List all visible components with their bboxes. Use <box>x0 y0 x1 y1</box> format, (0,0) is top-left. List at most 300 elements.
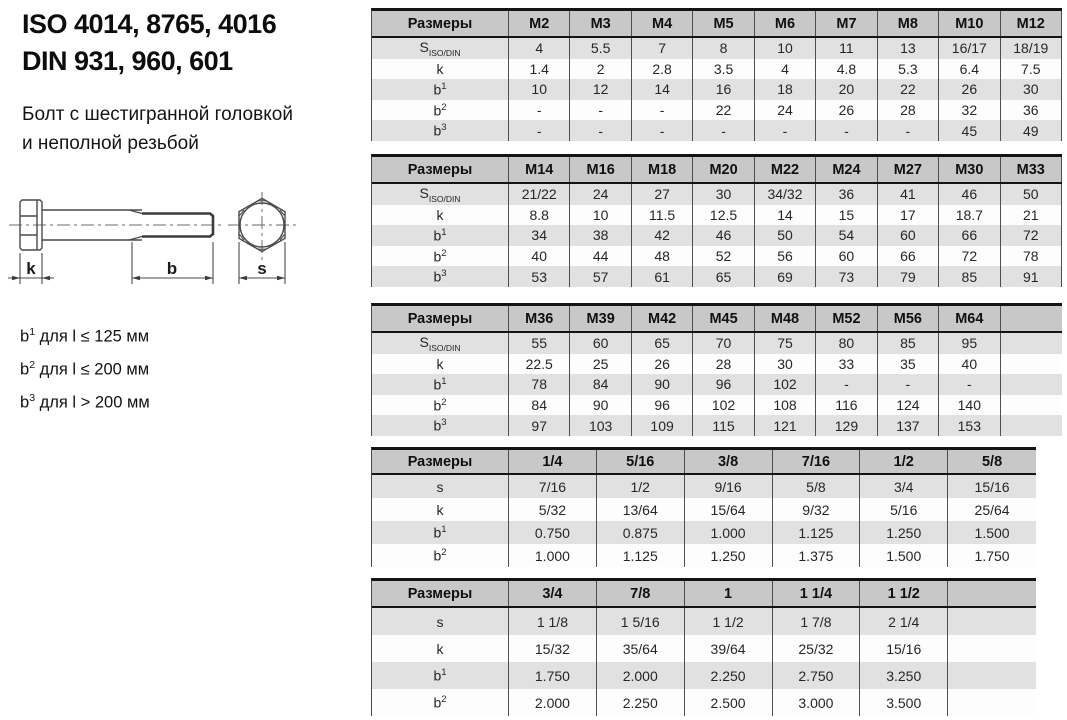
column-header: 1 <box>685 581 773 606</box>
size-column-header: Размеры <box>372 157 509 182</box>
table-row <box>372 333 1062 354</box>
row-label-text: $b^3$ <box>433 417 447 434</box>
row-label-text: $S_{ISO/DIN}$ <box>419 333 461 353</box>
value-cell <box>1001 395 1062 416</box>
value-cell: 21 <box>1001 205 1062 226</box>
value-cell: 0.875 <box>597 521 685 544</box>
table-row <box>372 415 1062 436</box>
value-cell: 4 <box>509 38 570 59</box>
dimensions-table-metric-m2-m12 <box>371 8 1062 141</box>
row-label-text: $b^1$ <box>433 667 447 684</box>
row-label-text: $b^1$ <box>433 81 447 98</box>
column-header: 5/16 <box>597 450 685 473</box>
column-header: M52 <box>816 306 877 331</box>
value-cell: 25/64 <box>974 501 1010 518</box>
value-cell: 84 <box>570 374 631 395</box>
row-label <box>372 415 509 436</box>
value-cell: - <box>632 100 693 121</box>
row-label <box>372 59 509 80</box>
din-standards-title: DIN 931, 960, 601 <box>22 46 233 76</box>
value-cell: 1.750 <box>974 547 1010 564</box>
column-header: M14 <box>509 157 570 182</box>
value-cell: 7/16 <box>509 475 597 498</box>
value-cell: 80 <box>816 333 877 354</box>
value-cell: 50 <box>755 225 816 246</box>
value-cell: 96 <box>632 395 693 416</box>
value-cell: 73 <box>816 266 877 287</box>
value-cell: 3.000 <box>773 689 861 716</box>
dimension-k <box>8 253 54 284</box>
title-block <box>22 6 293 158</box>
value-cell: - <box>570 100 631 121</box>
row-label <box>372 79 509 100</box>
value-cell: 42 <box>632 225 693 246</box>
row-label-text: $b^3$ <box>433 268 447 285</box>
column-header: 1 1/2 <box>860 581 948 606</box>
table-row <box>372 395 1062 416</box>
row-label <box>372 689 509 716</box>
row-label <box>372 544 509 567</box>
value-cell: 38 <box>570 225 631 246</box>
value-cell: 102 <box>693 395 754 416</box>
row-label-text: s <box>436 613 444 630</box>
value-cell: 24 <box>755 100 816 121</box>
value-cell: - <box>816 120 877 141</box>
footnotes-block <box>20 318 150 417</box>
value-cell: 20 <box>816 79 877 100</box>
row-label <box>372 100 509 121</box>
table-row <box>372 38 1062 59</box>
value-cell: 15/32 <box>509 635 597 662</box>
table-row <box>372 689 1036 716</box>
row-label <box>372 475 509 498</box>
table-row <box>372 79 1062 100</box>
table-row <box>372 635 1036 662</box>
value-cell: 16 <box>693 79 754 100</box>
value-cell: 34 <box>509 225 570 246</box>
value-cell: 121 <box>755 415 816 436</box>
value-cell: 60 <box>878 225 939 246</box>
value-cell: 1.500 <box>860 544 948 567</box>
value-cell <box>948 689 1036 716</box>
value-cell <box>1001 333 1062 354</box>
value-cell: 78 <box>509 374 570 395</box>
value-cell: 90 <box>570 395 631 416</box>
value-cell: 5.5 <box>570 38 631 59</box>
value-cell: 1 1/2 <box>685 608 773 635</box>
table-row <box>372 205 1062 226</box>
value-cell: 2 1/4 <box>860 608 948 635</box>
value-cell: 1 5/16 <box>597 608 685 635</box>
value-cell: 2.000 <box>597 662 685 689</box>
value-cell: 46 <box>939 184 1000 205</box>
table-row <box>372 374 1062 395</box>
value-cell: 2.000 <box>509 689 597 716</box>
value-cell: 69 <box>755 266 816 287</box>
value-cell: 15/16 <box>974 478 1010 495</box>
row-label <box>372 205 509 226</box>
value-cell: 26 <box>939 79 1000 100</box>
column-header: 1/2 <box>860 450 948 473</box>
row-label-text: s <box>436 478 444 495</box>
value-cell: 24 <box>570 184 631 205</box>
column-header: M10 <box>939 11 1000 36</box>
table-row <box>372 608 1036 635</box>
value-cell: 54 <box>816 225 877 246</box>
value-cell: 1.500 <box>974 524 1010 541</box>
value-cell: - <box>509 100 570 121</box>
value-cell: 28 <box>693 354 754 375</box>
dimension-k-label: k <box>26 259 36 278</box>
value-cell: 1 7/8 <box>773 608 861 635</box>
column-header: M45 <box>693 306 754 331</box>
value-cell: 6.4 <box>939 59 1000 80</box>
value-cell: - <box>939 374 1000 395</box>
value-cell: 41 <box>878 184 939 205</box>
value-cell: 75 <box>755 333 816 354</box>
value-cell: 1.125 <box>597 544 685 567</box>
value-cell: 3.250 <box>860 662 948 689</box>
column-header: 7/16 <box>773 450 861 473</box>
row-label-text: k <box>436 640 444 657</box>
column-header: 3/8 <box>685 450 773 473</box>
value-cell: 50 <box>1001 184 1062 205</box>
value-cell: 60 <box>570 333 631 354</box>
column-header: M18 <box>632 157 693 182</box>
value-cell: 61 <box>632 266 693 287</box>
value-cell: 78 <box>1001 246 1062 267</box>
value-cell: 85 <box>878 333 939 354</box>
value-cell: 4.8 <box>816 59 877 80</box>
column-header: M4 <box>632 11 693 36</box>
value-cell: 84 <box>509 395 570 416</box>
value-cell: 2.500 <box>685 689 773 716</box>
value-cell: 36 <box>816 184 877 205</box>
value-cell: 10 <box>755 38 816 59</box>
dimensions-table-inch-threequarters-to-oneandhalf <box>371 578 1036 716</box>
value-cell: 56 <box>755 246 816 267</box>
row-label <box>372 635 509 662</box>
value-cell: 108 <box>755 395 816 416</box>
row-label <box>372 246 509 267</box>
row-label <box>372 38 509 59</box>
product-description-line2: и неполной резьбой <box>22 133 199 154</box>
value-cell: - <box>755 120 816 141</box>
table-header-row <box>372 306 1062 333</box>
row-label <box>372 374 509 395</box>
iso-standards-title: ISO 4014, 8765, 4016 <box>22 9 277 39</box>
column-header: 1/4 <box>509 450 597 473</box>
value-cell: 1.4 <box>509 59 570 80</box>
value-cell: 18 <box>755 79 816 100</box>
value-cell: 60 <box>816 246 877 267</box>
value-cell: 72 <box>939 246 1000 267</box>
row-label <box>372 521 509 544</box>
row-label <box>372 266 509 287</box>
value-cell: 1 1/8 <box>509 608 597 635</box>
value-cell: - <box>816 374 877 395</box>
row-label <box>372 333 509 354</box>
column-header: 7/8 <box>597 581 685 606</box>
value-cell: 55 <box>509 333 570 354</box>
dimensions-table-inch-quarter-to-fiveeighths <box>371 447 1036 567</box>
value-cell: 48 <box>632 246 693 267</box>
value-cell: 40 <box>939 354 1000 375</box>
row-label-text: $b^1$ <box>433 376 447 393</box>
value-cell: 11 <box>816 38 877 59</box>
value-cell: 13/64 <box>597 498 685 521</box>
value-cell: 30 <box>755 354 816 375</box>
value-cell: 116 <box>816 395 877 416</box>
value-cell: 1.250 <box>685 544 773 567</box>
value-cell: 1.375 <box>773 544 861 567</box>
value-cell: 10 <box>509 79 570 100</box>
column-header <box>1001 306 1062 331</box>
value-cell: 96 <box>693 374 754 395</box>
column-header: M12 <box>1001 11 1062 36</box>
value-cell: 3.5 <box>693 59 754 80</box>
value-cell: 32 <box>939 100 1000 121</box>
column-header: M5 <box>693 11 754 36</box>
row-label <box>372 498 509 521</box>
column-header: M27 <box>878 157 939 182</box>
size-column-header: Размеры <box>372 11 509 36</box>
table-row <box>372 498 1036 521</box>
row-label-text: $b^2$ <box>433 396 447 414</box>
value-cell: 45 <box>939 120 1000 141</box>
value-cell: 103 <box>570 415 631 436</box>
bolt-drawing-svg <box>8 190 358 315</box>
value-cell: 1/2 <box>597 475 685 498</box>
value-cell: 16/17 <box>939 38 1000 59</box>
value-cell: 3.500 <box>860 689 948 716</box>
value-cell: 5/16 <box>860 498 948 521</box>
value-cell: 17 <box>878 205 939 226</box>
size-column-header: Размеры <box>372 306 509 331</box>
value-cell: 109 <box>632 415 693 436</box>
value-cell: 30 <box>1001 79 1062 100</box>
value-cell: 1.000 <box>509 544 597 567</box>
value-cell: 26 <box>816 100 877 121</box>
footnote: $b^2$ для l ≤ 200 мм <box>20 359 150 379</box>
column-header: 5/8 <box>981 453 1003 470</box>
value-cell: 46 <box>693 225 754 246</box>
value-cell: 15/16 <box>860 635 948 662</box>
value-cell: 27 <box>632 184 693 205</box>
product-description-line1: Болт с шестигранной головкой <box>22 104 293 125</box>
column-header: M33 <box>1001 157 1062 182</box>
value-cell: 13 <box>878 38 939 59</box>
row-label-text: k <box>436 206 444 223</box>
table-row <box>372 662 1036 689</box>
table-row <box>372 120 1062 141</box>
value-cell: 34/32 <box>755 184 816 205</box>
table-row <box>372 100 1062 121</box>
value-cell: 95 <box>939 333 1000 354</box>
value-cell: 28 <box>878 100 939 121</box>
value-cell: 66 <box>878 246 939 267</box>
column-header: M42 <box>632 306 693 331</box>
value-cell: 18/19 <box>1001 38 1062 59</box>
value-cell: 9/32 <box>773 498 861 521</box>
row-label-text: $b^1$ <box>433 524 447 541</box>
value-cell: 153 <box>939 415 1000 436</box>
value-cell: 5.3 <box>878 59 939 80</box>
value-cell: 25/32 <box>773 635 861 662</box>
row-label <box>372 184 509 205</box>
value-cell: 44 <box>570 246 631 267</box>
column-header: M8 <box>878 11 939 36</box>
value-cell: 72 <box>1001 225 1062 246</box>
value-cell: 53 <box>509 266 570 287</box>
value-cell: - <box>878 120 939 141</box>
column-header <box>948 581 1036 606</box>
column-header: M2 <box>509 11 570 36</box>
column-header: M22 <box>755 157 816 182</box>
value-cell: 26 <box>632 354 693 375</box>
row-label-text: k <box>436 60 444 77</box>
column-header: M39 <box>570 306 631 331</box>
value-cell: - <box>693 120 754 141</box>
value-cell: 5/8 <box>773 475 861 498</box>
value-cell: 129 <box>816 415 877 436</box>
value-cell: 14 <box>632 79 693 100</box>
value-cell: 35/64 <box>597 635 685 662</box>
row-label <box>372 120 509 141</box>
row-label <box>372 662 509 689</box>
value-cell: 140 <box>939 395 1000 416</box>
column-header: M30 <box>939 157 1000 182</box>
row-label-text: k <box>436 501 444 518</box>
value-cell: 66 <box>939 225 1000 246</box>
value-cell: 4 <box>755 59 816 80</box>
value-cell: 33 <box>816 354 877 375</box>
table-header-row <box>372 450 1036 475</box>
dimension-s-label: s <box>257 259 267 278</box>
value-cell: 12 <box>570 79 631 100</box>
column-header: M20 <box>693 157 754 182</box>
table-row <box>372 246 1062 267</box>
row-label-text: $S_{ISO/DIN}$ <box>419 184 461 204</box>
row-label <box>372 225 509 246</box>
value-cell: 65 <box>632 333 693 354</box>
value-cell: 2.750 <box>773 662 861 689</box>
product-description <box>22 100 293 158</box>
row-label-text: $b^2$ <box>433 101 447 119</box>
row-label-text: $b^2$ <box>433 547 447 564</box>
value-cell: 15 <box>816 205 877 226</box>
value-cell: 39/64 <box>685 635 773 662</box>
value-cell: 21/22 <box>509 184 570 205</box>
value-cell: 137 <box>878 415 939 436</box>
column-header: M24 <box>816 157 877 182</box>
dimensions-table-metric-m14-m33 <box>371 154 1062 287</box>
table-header-row <box>372 157 1062 184</box>
value-cell: 91 <box>1001 266 1062 287</box>
value-cell: 22.5 <box>509 354 570 375</box>
value-cell: 40 <box>509 246 570 267</box>
value-cell: - <box>632 120 693 141</box>
value-cell: 15/64 <box>685 498 773 521</box>
value-cell: 1.250 <box>860 521 948 544</box>
footnote: $b^1$ для l ≤ 125 мм <box>20 326 150 346</box>
value-cell: 70 <box>693 333 754 354</box>
value-cell: 5/32 <box>509 498 597 521</box>
value-cell: 36 <box>1001 100 1062 121</box>
table-row <box>372 354 1062 375</box>
value-cell: - <box>509 120 570 141</box>
value-cell: 25 <box>570 354 631 375</box>
value-cell <box>1001 415 1062 436</box>
value-cell: 9/16 <box>685 475 773 498</box>
table-row <box>372 266 1062 287</box>
bolt-technical-drawing <box>8 190 358 315</box>
size-column-header: Размеры <box>372 450 509 473</box>
column-header: M16 <box>570 157 631 182</box>
value-cell: 1.125 <box>773 521 861 544</box>
value-cell <box>948 608 1036 635</box>
column-header: M36 <box>509 306 570 331</box>
value-cell: 18.7 <box>939 205 1000 226</box>
value-cell: 65 <box>693 266 754 287</box>
value-cell: 11.5 <box>632 205 693 226</box>
value-cell: 35 <box>878 354 939 375</box>
footnote: $b^3$ для l > 200 мм <box>20 392 150 412</box>
row-label <box>372 395 509 416</box>
table-row <box>372 521 1036 544</box>
value-cell: 57 <box>570 266 631 287</box>
value-cell <box>948 635 1036 662</box>
value-cell: 12.5 <box>693 205 754 226</box>
value-cell: 79 <box>878 266 939 287</box>
column-header: 1 1/4 <box>773 581 861 606</box>
value-cell: 1.750 <box>509 662 597 689</box>
value-cell: 2.8 <box>632 59 693 80</box>
column-header: 3/4 <box>509 581 597 606</box>
value-cell: 102 <box>755 374 816 395</box>
value-cell: 2 <box>570 59 631 80</box>
dimensions-table-metric-m36-m64 <box>371 303 1062 436</box>
dimension-b-label: b <box>166 259 178 278</box>
column-header: M48 <box>755 306 816 331</box>
value-cell: 7.5 <box>1001 59 1062 80</box>
value-cell: 2.250 <box>685 662 773 689</box>
table-row <box>372 544 1036 567</box>
size-column-header: Размеры <box>372 581 509 606</box>
row-label-text: $b^2$ <box>433 247 447 265</box>
value-cell <box>1001 374 1062 395</box>
table-row <box>372 59 1062 80</box>
column-header: M64 <box>939 306 1000 331</box>
value-cell: 85 <box>939 266 1000 287</box>
row-label-text: $b^1$ <box>433 227 447 244</box>
value-cell: 22 <box>693 100 754 121</box>
row-label-text: $b^3$ <box>433 122 447 139</box>
value-cell: - <box>878 374 939 395</box>
row-label-text: $b^2$ <box>433 694 447 711</box>
value-cell: - <box>570 120 631 141</box>
column-header: M56 <box>878 306 939 331</box>
value-cell: 22 <box>878 79 939 100</box>
value-cell: 7 <box>632 38 693 59</box>
value-cell: 3/4 <box>860 475 948 498</box>
value-cell: 0.750 <box>509 521 597 544</box>
table-header-row <box>372 11 1062 38</box>
table-row <box>372 225 1062 246</box>
table-row <box>372 184 1062 205</box>
value-cell: 90 <box>632 374 693 395</box>
value-cell <box>948 662 1036 689</box>
